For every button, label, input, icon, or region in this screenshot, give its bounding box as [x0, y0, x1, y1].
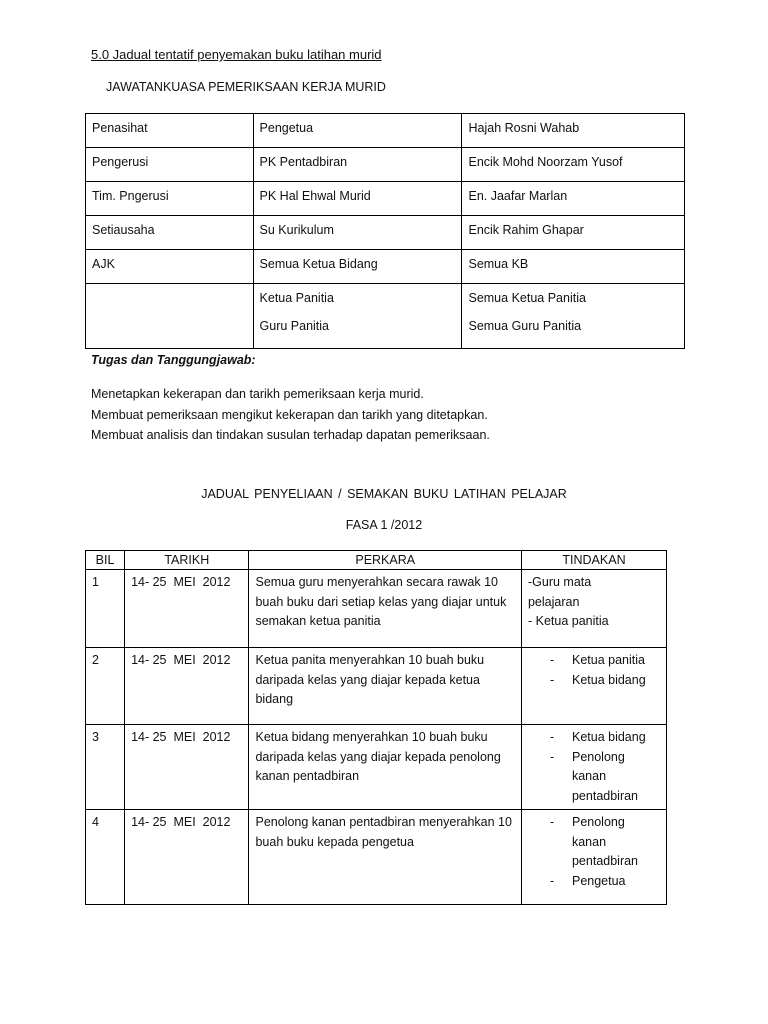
row-item: Ketua panita menyerahkan 10 buah buku daripada kelas yang diajar kepada ketua bidang: [249, 648, 522, 725]
action-item: - Ketua bidang: [550, 728, 660, 748]
committee-role: Tim. Pngerusi: [86, 182, 254, 216]
committee-position: [253, 284, 462, 349]
schedule-phase: FASA 1 /2012: [345, 518, 423, 532]
row-item: Penolong kanan pentadbiran menyerahkan 10 buah buku kepada pengetua: [249, 810, 522, 905]
table-header-row: [86, 551, 667, 570]
table-row: [86, 148, 685, 182]
committee-name: [462, 284, 685, 349]
table-row: [86, 725, 667, 810]
position-line: Ketua Panitia: [259, 291, 334, 305]
position-line: Guru Panitia: [259, 319, 330, 333]
action-line: pelajaran: [527, 594, 580, 609]
duty-item: Menetapkan kekerapan dan tarikh pemeriksaan kerja murid.: [91, 387, 424, 401]
action-item: - Ketua bidang: [550, 671, 660, 691]
duty-item: Membuat analisis dan tindakan susulan terhadap dapatan pemeriksaan.: [91, 428, 490, 442]
header-date: TARIKH: [125, 551, 249, 570]
schedule-table: [85, 550, 667, 905]
table-row: [86, 284, 685, 349]
action-item: - Penolong kanan pentadbiran: [550, 748, 660, 807]
action-item: - Penolong kanan pentadbiran: [550, 813, 660, 872]
name-line: Semua Ketua Panitia: [468, 291, 586, 305]
committee-name: Semua KB: [462, 250, 685, 284]
row-bil: 1: [86, 570, 125, 648]
duties-list: [91, 384, 490, 446]
row-action: [521, 810, 666, 905]
row-item: Semua guru menyerahkan secara rawak 10 buah buku dari setiap kelas yang diajar untuk semakan ketua panitia: [249, 570, 522, 648]
committee-role: AJK: [86, 250, 254, 284]
committee-table: [85, 113, 685, 349]
table-row: [86, 810, 667, 905]
row-item: Ketua bidang menyerahkan 10 buah buku daripada kelas yang diajar kepada penolong kanan pentadbiran: [249, 725, 522, 810]
committee-role: [86, 284, 254, 349]
row-bil: 4: [86, 810, 125, 905]
header-action: TINDAKAN: [521, 551, 666, 570]
name-line: Semua Guru Panitia: [468, 319, 582, 333]
row-action: [521, 570, 666, 648]
header-item: PERKARA: [249, 551, 522, 570]
duties-title: Tugas dan Tanggungjawab:: [91, 353, 256, 367]
table-row: [86, 114, 685, 148]
table-row: [86, 250, 685, 284]
table-row: [86, 216, 685, 250]
row-bil: 3: [86, 725, 125, 810]
committee-position: Su Kurikulum: [253, 216, 462, 250]
action-line: - Ketua panitia: [527, 614, 609, 628]
action-item: - Ketua panitia: [550, 651, 660, 671]
committee-name: Encik Rahim Ghapar: [462, 216, 685, 250]
table-row: [86, 570, 667, 648]
section-heading: 5.0 Jadual tentatif penyemakan buku latihan murid: [91, 47, 382, 62]
row-action: [521, 648, 666, 725]
committee-name: Encik Mohd Noorzam Yusof: [462, 148, 685, 182]
row-bil: 2: [86, 648, 125, 725]
row-date: 14- 25 MEI 2012: [125, 570, 249, 648]
table-row: [86, 648, 667, 725]
committee-role: Penasihat: [86, 114, 254, 148]
committee-position: Pengetua: [253, 114, 462, 148]
committee-position: PK Hal Ehwal Murid: [253, 182, 462, 216]
committee-title: JAWATANKUASA PEMERIKSAAN KERJA MURID: [106, 80, 386, 94]
committee-position: Semua Ketua Bidang: [253, 250, 462, 284]
committee-position: PK Pentadbiran: [253, 148, 462, 182]
action-item: - Pengetua: [550, 872, 660, 892]
row-date: 14- 25 MEI 2012: [125, 725, 249, 810]
table-row: [86, 182, 685, 216]
row-date: 14- 25 MEI 2012: [125, 810, 249, 905]
header-bil: BIL: [86, 551, 125, 570]
committee-role: Pengerusi: [86, 148, 254, 182]
action-line: -Guru mata: [527, 575, 592, 589]
duty-item: Membuat pemeriksaan mengikut kekerapan dan tarikh yang ditetapkan.: [91, 407, 488, 422]
committee-role: Setiausaha: [86, 216, 254, 250]
committee-name: Hajah Rosni Wahab: [462, 114, 685, 148]
committee-name: En. Jaafar Marlan: [462, 182, 685, 216]
row-action: [521, 725, 666, 810]
row-date: 14- 25 MEI 2012: [125, 648, 249, 725]
schedule-title: JADUAL PENYELIAAN / SEMAKAN BUKU LATIHAN PELAJAR: [201, 487, 567, 501]
